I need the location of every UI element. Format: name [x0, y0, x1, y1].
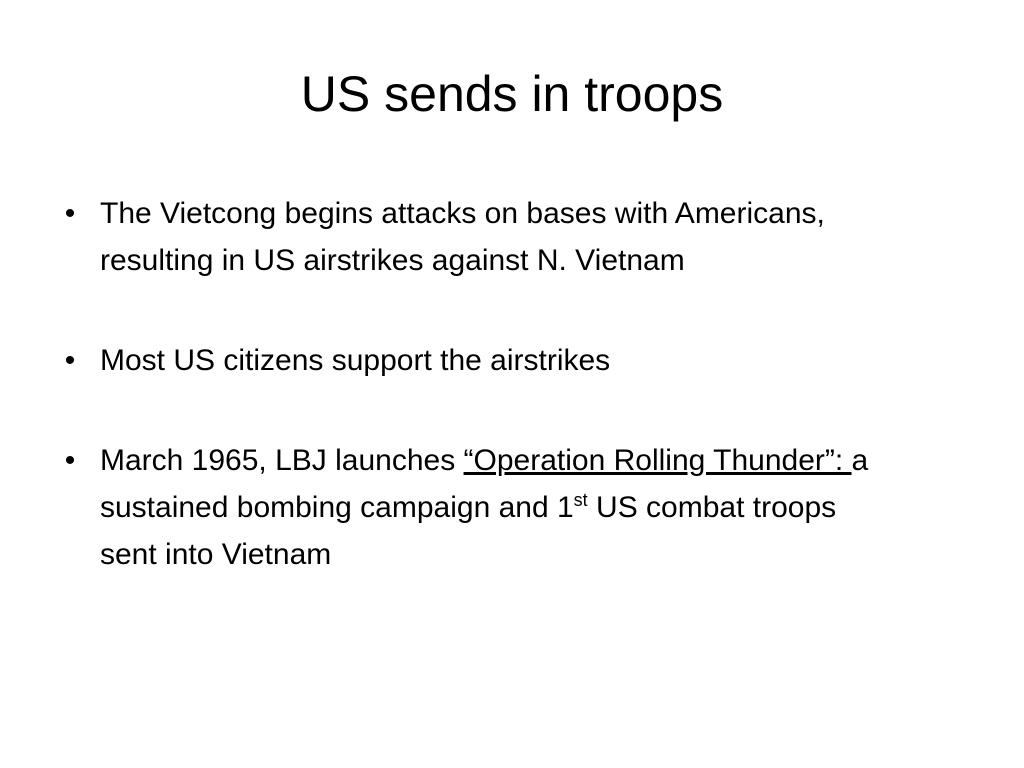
bullet-item-rolling-thunder	[60, 437, 890, 578]
slide-title: US sends in troops	[300, 66, 724, 122]
bullet-item-citizens-support	[60, 337, 890, 384]
bullet-text: Most US citizens support the airstrikes	[100, 344, 611, 377]
bullet-text-prefix: March 1965, LBJ launches	[100, 444, 464, 477]
bullet-text-middle: a sustained bombing campaign and 1	[100, 444, 869, 524]
ordinal-superscript: st	[573, 490, 588, 510]
bullet-item-vietcong-attacks	[60, 190, 890, 284]
bullet-list	[60, 190, 890, 631]
operation-name: “Operation Rolling Thunder”:	[463, 444, 852, 477]
bullet-icon: •	[64, 344, 76, 377]
bullet-icon: •	[64, 197, 76, 230]
bullet-text: The Vietcong begins attacks on bases with Americans, resulting in US airstrikes against N. Vietnam	[100, 197, 825, 277]
bullet-text-suffix: US combat troops sent into Vietnam	[100, 491, 837, 571]
bullet-icon: •	[64, 444, 76, 477]
